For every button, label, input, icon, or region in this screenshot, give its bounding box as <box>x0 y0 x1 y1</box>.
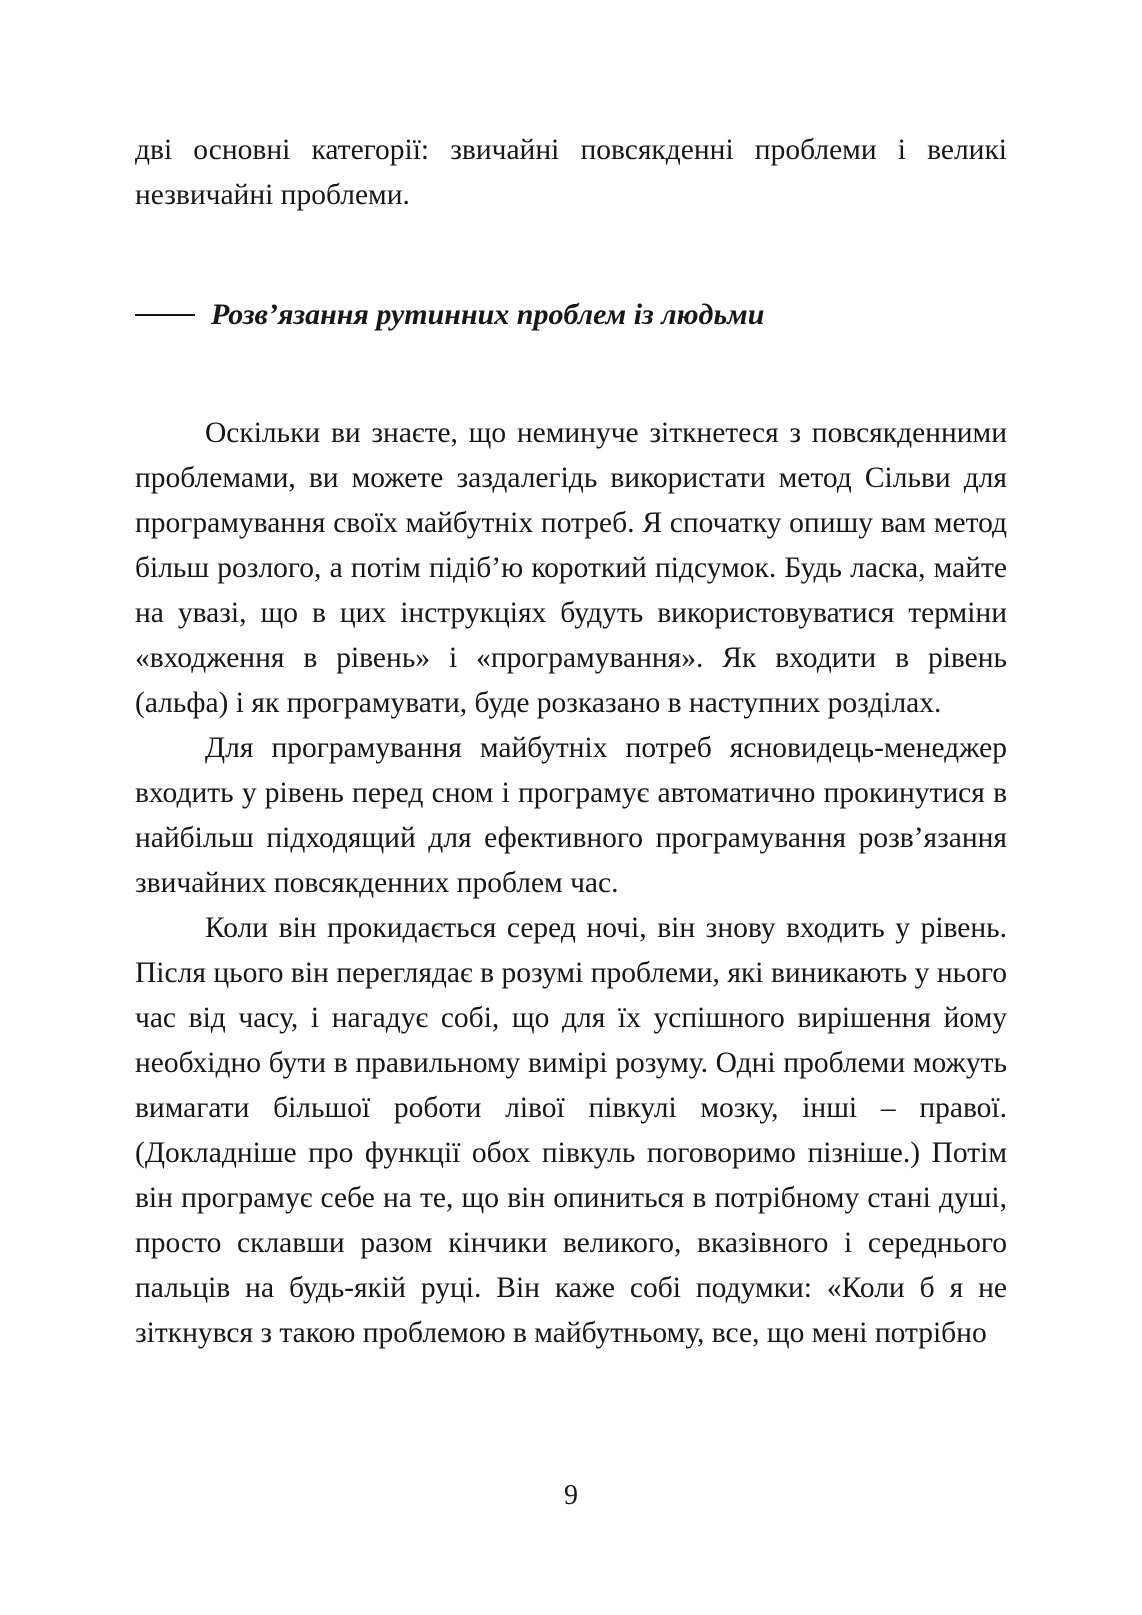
section-heading: Розв’язання рутинних проблем із людьми <box>211 298 765 331</box>
body-paragraph: Коли він прокидається серед ночі, він знову входить у рівень. Після цього він переглядає в розумі проблеми, які виникають у нього час від часу, і нагадує собі, що для їх успішного вирішення йому необхідно бути в правильному вимірі розуму. Одні проблеми можуть вимагати більшої роботи лівої півкулі мозку, інші – правої. (Докладніше про функції обох півкуль поговоримо пізніше.) Потім він програмує себе на те, що він опиниться в потрібному стані душі, просто склавши разом кінчики великого, вказівного і середнього пальців на будь-якій руці. Він каже собі подумки: «Коли б я не зіткнувся з такою проблемою в майбутньому, все, що мені потрібно <box>135 912 1007 1349</box>
heading-rule-icon <box>135 314 195 316</box>
page-number: 9 <box>564 1480 578 1511</box>
continued-paragraph: дві основні категорії: звичайні повсякденні проблеми і великі незвичайні проблеми. <box>135 134 1007 211</box>
body-paragraph: Оскільки ви знаєте, що неминуче зіткнетеся з повсякденними проблемами, ви можете заздалегідь використати метод Сільви для програмування своїх майбутніх потреб. Я спочатку опишу вам метод більш розлого, а потім підіб’ю короткий підсумок. Будь ласка, майте на увазі, що в цих інструкціях будуть використовуватися терміни «входження в рівень» і «програмування». Як входити в рівень (альфа) і як програмувати, буде розказано в наступних розділах. <box>135 417 1007 719</box>
section-heading-block <box>135 297 1007 333</box>
text-column <box>135 128 1007 1356</box>
body-paragraph: Для програмування майбутніх потреб ясновидець-менеджер входить у рівень перед сном і програмує автоматично прокинутися в найбільш підходящий для ефективного програмування розв’язання звичайних повсякденних проблем час. <box>135 732 1007 899</box>
